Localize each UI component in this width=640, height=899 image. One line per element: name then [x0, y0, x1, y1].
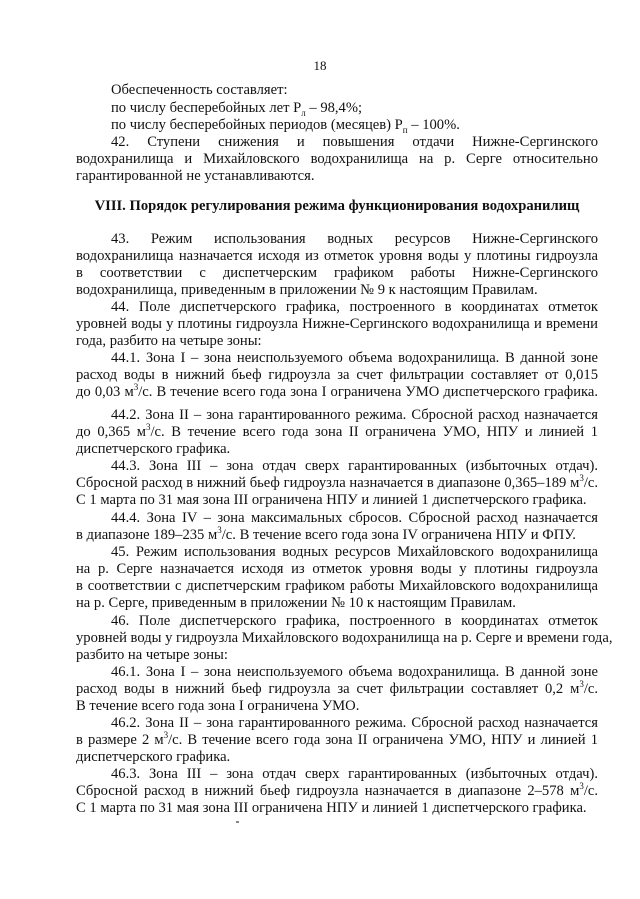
text-line: 43. Режим использования водных ресурсов Нижне-Сергинского [111, 231, 598, 247]
text-line: на р. Серге, приведенным в приложении № 10 к настоящим Правилам. [76, 595, 516, 611]
text-line: Сбросной расход в нижний бьеф гидроузла назначается в диапазоне 0,365–189 $м^3/с$. [76, 473, 598, 491]
text-line: разбито на четыре зоны: [76, 647, 228, 663]
text-line: года, разбито на четыре зоны: [76, 333, 262, 349]
text-line: 44.2. Зона II – зона гарантированного режима. Сбросной расход назначается [111, 407, 598, 423]
text-line: расход воды в нижний бьеф гидроузла за счет фильтрации составляет 0,2 $м^3/с$. [76, 679, 598, 697]
text-line: в диапазоне 189–235 $м^3/с$. В течение всего года зона IV ограничена НПУ и ФПУ. [76, 525, 576, 543]
text-line: по числу бесперебойных периодов (месяцев) $Р_п - 100\%$. [111, 117, 460, 135]
text-line: 44.4. Зона IV – зона максимальных сбросов. Сбросной расход назначается [111, 510, 598, 526]
text-line: до 0,03 $м^3/с$. В течение всего года зона I ограничена УМО диспетчерского графика. [76, 382, 598, 400]
text-line: водохранилища назначается исходя из отметок уровня воды у плотины гидроузла [76, 248, 598, 264]
text-line: по числу бесперебойных лет $Р_л - 98,4\%$; [111, 100, 363, 118]
text-line: уровней воды у гидроузла Михайловского водохранилища на р. Серге и времени года, [76, 630, 613, 646]
text-line: С 1 марта по 31 мая зона III ограничена НПУ и линией 1 диспетчерского графика. [76, 800, 587, 816]
text-line: 45. Режим использования водных ресурсов Михайловского водохранилища [111, 544, 598, 560]
text-line: в соответствии с диспетчерским графиком работы Нижне-Сергинского [76, 265, 598, 281]
text-line: диспетчерского графика. [76, 441, 231, 457]
text-line: Обеспеченность составляет: [111, 82, 288, 98]
text-line: уровней воды у плотины гидроузла Нижне-Сергинского водохранилища и времени [76, 316, 598, 332]
text-line: диспетчерского графика. [76, 749, 231, 765]
text-line: 46. Поле диспетчерского графика, построенного в координатах отметок [111, 613, 598, 629]
text-line: С 1 марта по 31 мая зона III ограничена НПУ и линией 1 диспетчерского графика. [76, 492, 587, 508]
section-heading: VIII. Порядок регулирования режима функционирования водохранилищ [94, 198, 580, 214]
text-line: 46.3. Зона III – зона отдач сверх гарантированных (избыточных отдач). [111, 766, 598, 782]
text-line: 44.3. Зона III – зона отдач сверх гарантированных (избыточных отдач). [111, 458, 598, 474]
page-number: 18 [313, 58, 327, 73]
text-line: до 0,365 $м^3/с$. В течение всего года зона II ограничена УМО, НПУ и линией 1 [76, 422, 599, 440]
text-line: 46.2. Зона II – зона гарантированного режима. Сбросной расход назначается [111, 715, 598, 731]
text-line: 44.1. Зона I – зона неиспользуемого объема водохранилища. В данной зоне [111, 350, 598, 366]
text-line: В течение всего года зона I ограничена УМО. [76, 698, 360, 714]
scan-speck [236, 821, 239, 823]
text-line: в размере 2 $м^3/с$. В течение всего года зона II ограничена УМО, НПУ и линией 1 [76, 730, 598, 748]
text-line: водохранилища и Михайловского водохранилища на р. Серге относительно [76, 151, 598, 167]
text-line: в соответствии с диспетчерским графиком работы Михайловского водохранилища [76, 578, 598, 594]
text-line: 42. Ступени снижения и повышения отдачи Нижне-Сергинского [111, 134, 598, 150]
text-line: расход воды в нижний бьеф гидроузла за счет фильтрации составляет от 0,015 [76, 367, 598, 383]
text-line: гарантированной не устанавливаются. [76, 168, 315, 184]
text-line: на р. Серге назначается исходя из отметок уровня воды у плотины гидроузла [76, 561, 598, 577]
text-line: Сбросной расход в нижний бьеф гидроузла назначается в диапазоне 2–578 $м^3/с$. [76, 781, 598, 799]
text-line: 46.1. Зона I – зона неиспользуемого объема водохранилища. В данной зоне [111, 664, 598, 680]
text-line: 44. Поле диспетчерского графика, построенного в координатах отметок [111, 299, 598, 315]
text-line: водохранилища, приведенным в приложении № 9 к настоящим Правилам. [76, 282, 538, 298]
